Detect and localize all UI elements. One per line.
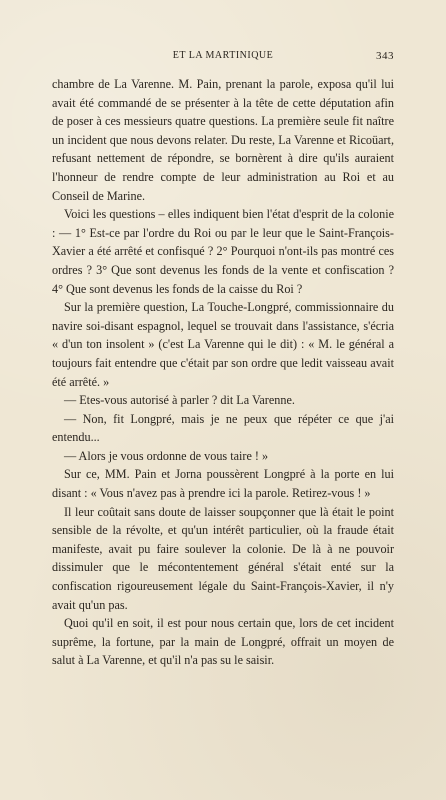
header-title: ET LA MARTINIQUE xyxy=(172,50,274,61)
paragraph-2: Voici les questions – elles indiquent bien l'état d'esprit de la colonie : — 1° Est-ce par l'ordre du Roi ou par le leur que le Saint-François-Xavier a été arrêté et confisqué ? 2° Pourquoi n'ont-ils pas montré ces ordres ? 3° Que sont devenus les fonds de la vente et confiscation ? 4° Que sont devenus les fonds de la caisse du Roi ? xyxy=(52,207,394,296)
dialogue-line-2: — Non, fit Longpré, mais je ne peux que répéter ce que j'ai entendu... xyxy=(52,411,394,445)
paragraph-1: chambre de La Varenne. M. Pain, prenant la parole, exposa qu'il lui avait été commandé de se présenter à la tête de cette députation afin de poser à ces messieurs quatre questions. La première seule fit naître un incident que nous devons relater. Du reste, La Varenne et Ricoüart, refusant nettement de répondre, se bornèrent à dire qu'ils auraient l'honneur de rendre compte de leur administration au Roi et au Conseil de Marine. xyxy=(52,77,394,203)
paragraph-5: Il leur coûtait sans doute de laisser soupçonner que là était le point sensible de la révolte, et qu'un intérêt particulier, où la fraude était manifeste, avait pu faire soulever la colonie. De là à ne pouvoir dissimuler que le mécontentement général s'était enté sur la confiscation rigoureusement légale du Saint-François-Xavier, il n'y avait qu'un pas. xyxy=(52,504,394,612)
paragraph-4: Sur ce, MM. Pain et Jorna poussèrent Longpré à la porte en lui disant : « Vous n'avez pas à prendre ici la parole. Retirez-vous ! » xyxy=(52,467,394,501)
running-header xyxy=(52,50,394,68)
body-text xyxy=(52,75,394,670)
paragraph-6: Quoi qu'il en soit, il est pour nous certain que, lors de cet incident suprême, la fortune, par la main de Longpré, offrait un moyen de salut à La Varenne, et qu'il n'a pas su le saisir. xyxy=(52,616,394,668)
dialogue-line-3: — Alors je vous ordonne de vous taire ! » xyxy=(64,448,269,463)
paragraph-3: Sur la première question, La Touche-Longpré, commissionnaire du navire soi-disant espagnol, lequel se trouvait dans l'assistance, s'écria « d'un ton insolent » (c'est La Varenne qui le dit) : « M. le général a toujours fait entendre que c'était par son ordre que ledit vaisseau avait été arrêté. » xyxy=(52,300,394,389)
page-number: 343 xyxy=(376,50,394,62)
dialogue-line-1: — Etes-vous autorisé à parler ? dit La Varenne. xyxy=(64,393,295,408)
